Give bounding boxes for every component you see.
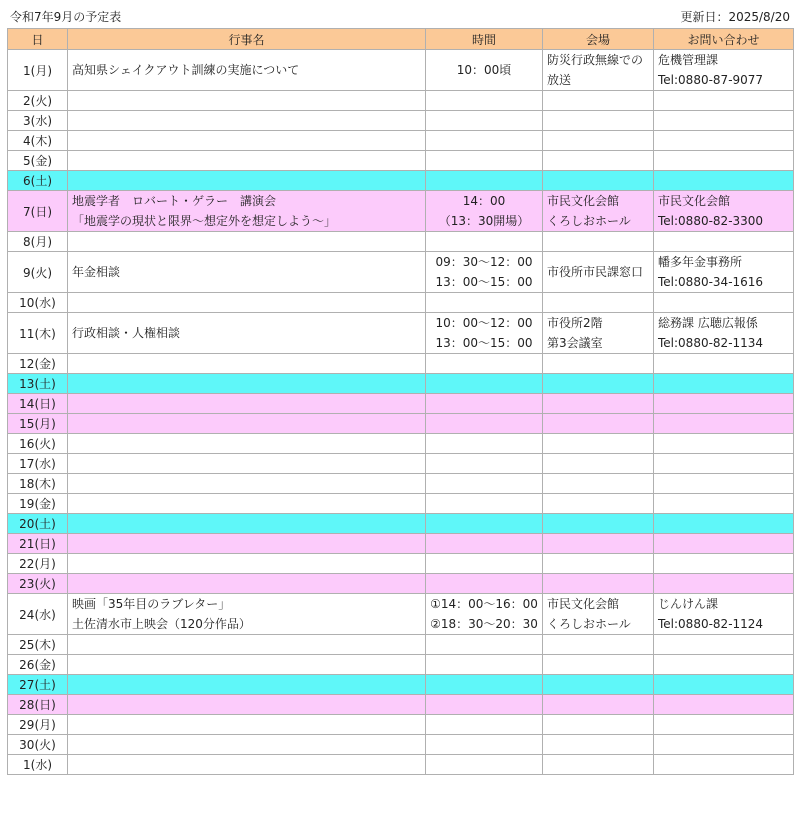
table-row [8, 755, 794, 775]
event-cell-line: 年金相談 [72, 265, 121, 279]
event-cell [68, 50, 426, 91]
event-cell-line: 地震学者 ロバート・ゲラー 講演会 [72, 194, 277, 208]
day-cell: 5(金) [8, 151, 68, 171]
venue-cell [543, 394, 654, 414]
table-row [8, 574, 794, 594]
event-cell [68, 594, 426, 635]
time-cell-line: 10：00頃 [456, 63, 512, 77]
time-cell [426, 635, 543, 655]
contact-cell [654, 534, 794, 554]
time-cell [426, 755, 543, 775]
contact-cell-line: 幡多年金事務所 [658, 255, 743, 269]
event-cell [68, 554, 426, 574]
time-cell [426, 675, 543, 695]
time-cell [426, 91, 543, 111]
time-cell-line: （13：30開場） [438, 214, 530, 228]
venue-cell [543, 313, 654, 354]
event-cell [68, 715, 426, 735]
day-cell: 11(木) [8, 313, 68, 354]
day-cell: 13(土) [8, 374, 68, 394]
time-cell [426, 313, 543, 354]
venue-cell [543, 232, 654, 252]
table-row [8, 554, 794, 574]
time-cell [426, 293, 543, 313]
day-cell: 1(水) [8, 755, 68, 775]
event-cell [68, 91, 426, 111]
time-cell [426, 715, 543, 735]
time-cell [426, 494, 543, 514]
contact-cell [654, 474, 794, 494]
day-cell: 2(火) [8, 91, 68, 111]
time-cell-line: ②18：30～20：30 [430, 617, 538, 631]
time-cell-line: 13：00～15：00 [435, 336, 533, 350]
venue-cell [543, 635, 654, 655]
table-row [8, 91, 794, 111]
contact-cell [654, 554, 794, 574]
contact-cell [654, 675, 794, 695]
contact-cell [654, 514, 794, 534]
page-title: 令和7年9月の予定表 [10, 10, 122, 24]
venue-cell [543, 735, 654, 755]
contact-cell [654, 191, 794, 232]
table-row [8, 715, 794, 735]
event-cell [68, 131, 426, 151]
column-header-day: 日 [8, 29, 68, 50]
contact-cell [654, 313, 794, 354]
time-cell [426, 171, 543, 191]
contact-cell [654, 131, 794, 151]
table-row [8, 50, 794, 91]
contact-cell [654, 755, 794, 775]
contact-cell [654, 374, 794, 394]
contact-cell [654, 574, 794, 594]
schedule-table [7, 28, 794, 775]
contact-cell-line: Tel:0880-82-3300 [658, 214, 764, 228]
venue-cell [543, 494, 654, 514]
schedule-body [8, 50, 794, 775]
table-row [8, 594, 794, 635]
contact-cell [654, 232, 794, 252]
time-cell [426, 574, 543, 594]
table-row [8, 394, 794, 414]
time-cell [426, 514, 543, 534]
column-header-venue: 会場 [543, 29, 654, 50]
venue-cell [543, 293, 654, 313]
contact-cell [654, 394, 794, 414]
contact-cell [654, 151, 794, 171]
table-row [8, 655, 794, 675]
event-cell [68, 755, 426, 775]
event-cell [68, 191, 426, 232]
venue-cell [543, 655, 654, 675]
table-row [8, 414, 794, 434]
contact-cell-line: Tel:0880-87-9077 [658, 73, 764, 87]
venue-cell [543, 414, 654, 434]
venue-cell [543, 594, 654, 635]
day-cell: 30(火) [8, 735, 68, 755]
time-cell [426, 354, 543, 374]
time-cell [426, 414, 543, 434]
day-cell: 10(水) [8, 293, 68, 313]
table-row [8, 252, 794, 293]
table-row [8, 474, 794, 494]
day-cell: 17(水) [8, 454, 68, 474]
venue-cell [543, 191, 654, 232]
day-cell: 26(金) [8, 655, 68, 675]
event-cell [68, 414, 426, 434]
day-cell: 16(火) [8, 434, 68, 454]
event-cell [68, 313, 426, 354]
time-cell [426, 131, 543, 151]
event-cell [68, 474, 426, 494]
venue-cell [543, 111, 654, 131]
contact-cell-line: 危機管理課 [658, 53, 719, 67]
venue-cell-line: 防災行政無線での [547, 53, 644, 67]
event-cell [68, 735, 426, 755]
time-cell [426, 454, 543, 474]
event-cell [68, 454, 426, 474]
day-cell: 18(木) [8, 474, 68, 494]
venue-cell-line: 市役所市民課窓口 [547, 265, 644, 279]
day-cell: 14(日) [8, 394, 68, 414]
day-cell: 28(日) [8, 695, 68, 715]
table-header-row [8, 29, 794, 50]
table-row [8, 534, 794, 554]
event-cell [68, 494, 426, 514]
day-cell: 20(土) [8, 514, 68, 534]
venue-cell-line: くろしおホール [547, 617, 631, 631]
venue-cell-line: 市民文化会館 [547, 194, 620, 208]
venue-cell [543, 554, 654, 574]
table-row [8, 434, 794, 454]
contact-cell [654, 50, 794, 91]
venue-cell [543, 534, 654, 554]
column-header-contact: お問い合わせ [654, 29, 794, 50]
venue-cell [543, 374, 654, 394]
venue-cell [543, 50, 654, 91]
table-row [8, 232, 794, 252]
venue-cell-line: 市民文化会館 [547, 597, 620, 611]
day-cell: 8(月) [8, 232, 68, 252]
table-row [8, 735, 794, 755]
table-row [8, 313, 794, 354]
contact-cell-line: 市民文化会館 [658, 194, 731, 208]
venue-cell-line: 市役所2階 [547, 316, 603, 330]
time-cell-line: 13：00～15：00 [435, 275, 533, 289]
venue-cell [543, 434, 654, 454]
table-row [8, 675, 794, 695]
table-row [8, 111, 794, 131]
time-cell-line: 10：00～12：00 [435, 316, 533, 330]
venue-cell [543, 171, 654, 191]
venue-cell [543, 354, 654, 374]
contact-cell [654, 354, 794, 374]
venue-cell [543, 151, 654, 171]
day-cell: 21(日) [8, 534, 68, 554]
venue-cell [543, 131, 654, 151]
table-row [8, 494, 794, 514]
contact-cell [654, 91, 794, 111]
event-cell [68, 252, 426, 293]
day-cell: 19(金) [8, 494, 68, 514]
day-cell: 6(土) [8, 171, 68, 191]
venue-cell [543, 675, 654, 695]
time-cell [426, 374, 543, 394]
day-cell: 1(月) [8, 50, 68, 91]
venue-cell [543, 252, 654, 293]
event-cell [68, 171, 426, 191]
contact-cell [654, 252, 794, 293]
event-cell [68, 293, 426, 313]
venue-cell [543, 514, 654, 534]
contact-cell [654, 635, 794, 655]
day-cell: 22(月) [8, 554, 68, 574]
day-cell: 15(月) [8, 414, 68, 434]
time-cell [426, 111, 543, 131]
event-cell [68, 574, 426, 594]
table-row [8, 171, 794, 191]
table-row [8, 354, 794, 374]
time-cell [426, 252, 543, 293]
venue-cell [543, 715, 654, 735]
time-cell [426, 534, 543, 554]
time-cell [426, 655, 543, 675]
table-row [8, 454, 794, 474]
contact-cell-line: じんけん課 [658, 597, 719, 611]
venue-cell [543, 695, 654, 715]
table-row [8, 151, 794, 171]
column-header-event: 行事名 [68, 29, 426, 50]
contact-cell [654, 171, 794, 191]
event-cell [68, 354, 426, 374]
event-cell [68, 232, 426, 252]
table-row [8, 514, 794, 534]
table-row [8, 293, 794, 313]
contact-cell [654, 494, 794, 514]
contact-cell [654, 434, 794, 454]
table-row [8, 695, 794, 715]
contact-cell [654, 715, 794, 735]
event-cell [68, 374, 426, 394]
day-cell: 24(水) [8, 594, 68, 635]
event-cell [68, 635, 426, 655]
event-cell [68, 434, 426, 454]
time-cell-line: 09：30～12：00 [435, 255, 533, 269]
day-cell: 29(月) [8, 715, 68, 735]
time-cell [426, 735, 543, 755]
venue-cell-line: 第3会議室 [547, 336, 603, 350]
time-cell [426, 191, 543, 232]
day-cell: 23(火) [8, 574, 68, 594]
venue-cell [543, 574, 654, 594]
time-cell [426, 695, 543, 715]
day-cell: 4(木) [8, 131, 68, 151]
time-cell [426, 594, 543, 635]
page-header [0, 0, 800, 28]
time-cell-line: 14：00 [462, 194, 506, 208]
contact-cell-line: Tel:0880-34-1616 [658, 275, 764, 289]
event-cell [68, 151, 426, 171]
event-cell-line: 映画「35年目のラブレター」 [72, 597, 231, 611]
contact-cell [654, 414, 794, 434]
contact-cell [654, 655, 794, 675]
time-cell [426, 474, 543, 494]
contact-cell [654, 293, 794, 313]
event-cell [68, 655, 426, 675]
contact-cell [654, 594, 794, 635]
time-cell [426, 394, 543, 414]
event-cell [68, 695, 426, 715]
event-cell-line: 「地震学の現状と限界～想定外を想定しよう～」 [72, 214, 337, 228]
event-cell [68, 534, 426, 554]
time-cell [426, 554, 543, 574]
time-cell [426, 434, 543, 454]
event-cell [68, 111, 426, 131]
day-cell: 3(水) [8, 111, 68, 131]
table-row [8, 191, 794, 232]
time-cell-line: ①14：00～16：00 [430, 597, 538, 611]
contact-cell [654, 111, 794, 131]
event-cell [68, 394, 426, 414]
event-cell-line: 土佐清水市上映会（120分作品） [72, 617, 251, 631]
contact-cell [654, 695, 794, 715]
contact-cell [654, 454, 794, 474]
venue-cell-line: 放送 [547, 73, 572, 87]
event-cell-line: 行政相談・人権相談 [72, 326, 181, 340]
venue-cell [543, 91, 654, 111]
contact-cell [654, 735, 794, 755]
table-row [8, 131, 794, 151]
updated-date: 更新日：2025/8/20 [680, 10, 790, 24]
venue-cell [543, 474, 654, 494]
time-cell [426, 50, 543, 91]
time-cell [426, 151, 543, 171]
venue-cell [543, 454, 654, 474]
day-cell: 9(火) [8, 252, 68, 293]
column-header-time: 時間 [426, 29, 543, 50]
event-cell-line: 高知県シェイクアウト訓練の実施について [72, 63, 300, 77]
day-cell: 27(土) [8, 675, 68, 695]
contact-cell-line: 総務課 広聴広報係 [658, 316, 758, 330]
venue-cell [543, 755, 654, 775]
event-cell [68, 675, 426, 695]
venue-cell-line: くろしおホール [547, 214, 631, 228]
day-cell: 25(木) [8, 635, 68, 655]
day-cell: 7(日) [8, 191, 68, 232]
day-cell: 12(金) [8, 354, 68, 374]
event-cell [68, 514, 426, 534]
contact-cell-line: Tel:0880-82-1124 [658, 617, 764, 631]
time-cell [426, 232, 543, 252]
contact-cell-line: Tel:0880-82-1134 [658, 336, 764, 350]
table-row [8, 635, 794, 655]
table-row [8, 374, 794, 394]
